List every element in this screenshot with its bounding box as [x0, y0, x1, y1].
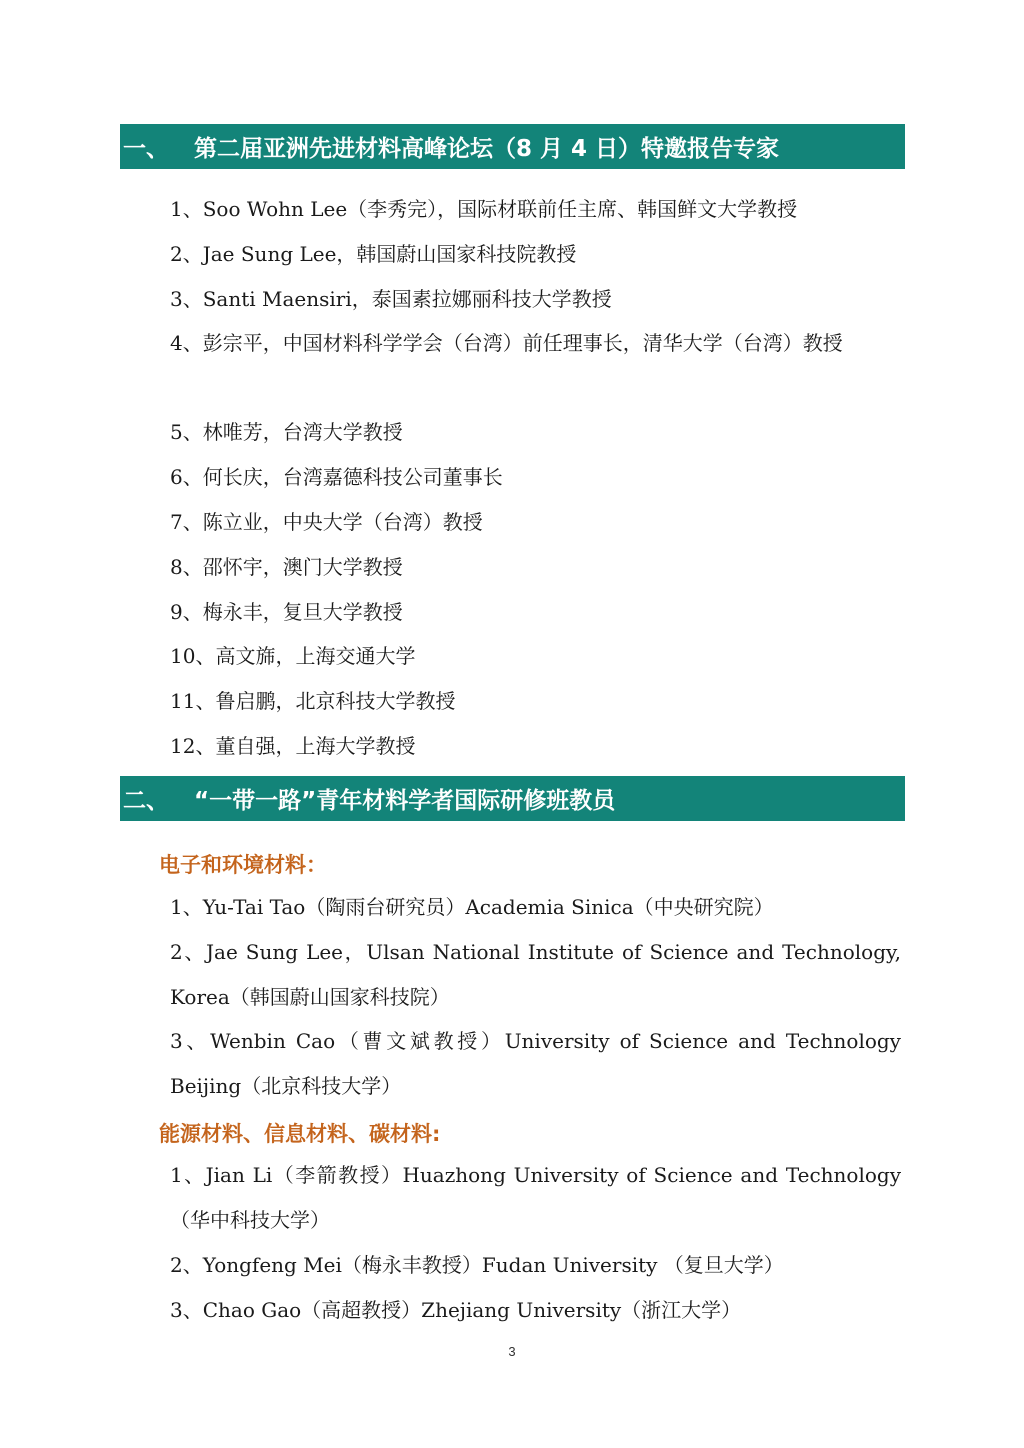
- list-item: 3、Chao Gao（高超教授）Zhejiang University（浙江大学）: [170, 1298, 742, 1322]
- list-item: 7、陈立业，中央大学（台湾）教授: [170, 510, 483, 534]
- list-item: 10、高文旆，上海交通大学: [170, 644, 416, 668]
- page-number: 3: [508, 1344, 516, 1359]
- list-item: 9、梅永丰，复旦大学教授: [170, 600, 403, 624]
- list-item: 2、Jae Sung Lee，Ulsan National Institute of Science and Technology, Korea（韩国蔚山国家科技院）: [170, 940, 901, 1009]
- group-1-heading: 电子和环境材料：: [159, 853, 327, 877]
- list-item: 1、Yu-Tai Tao（陶雨台研究员）Academia Sinica（中央研究院）: [170, 895, 774, 919]
- list-item: 1、Soo Wohn Lee（李秀完），国际材联前任主席、韩国鲜文大学教授: [170, 197, 798, 221]
- section-1-number: 一、: [123, 136, 169, 162]
- list-item: 8、邵怀宇，澳门大学教授: [170, 555, 403, 579]
- section-2-banner: [120, 776, 905, 821]
- list-item: 11、鲁启鹏，北京科技大学教授: [170, 689, 456, 713]
- list-item: 2、Jae Sung Lee，韩国蔚山国家科技院教授: [170, 242, 577, 266]
- group-2-heading: 能源材料、信息材料、碳材料:: [159, 1122, 441, 1146]
- section-2-number: 二、: [123, 788, 169, 814]
- section-1-banner: [120, 124, 905, 169]
- section-2-title: “一带一路”青年材料学者国际研修班教员: [194, 788, 616, 814]
- section-1-title: 第二届亚洲先进材料高峰论坛（8 月 4 日）特邀报告专家: [194, 136, 780, 162]
- list-item: 12、董自强，上海大学教授: [170, 734, 416, 758]
- list-item: 3、Santi Maensiri，泰国素拉娜丽科技大学教授: [170, 287, 612, 311]
- list-item: 1、Jian Li（李箭教授）Huazhong University of Science and Technology（华中科技大学）: [170, 1163, 901, 1232]
- list-item: 4、彭宗平，中国材料科学学会（台湾）前任理事长，清华大学（台湾）教授: [170, 331, 843, 355]
- list-item: 5、林唯芳，台湾大学教授: [170, 420, 403, 444]
- list-item: 2、Yongfeng Mei（梅永丰教授）Fudan University （复旦大学）: [170, 1253, 784, 1277]
- list-item: 3、Wenbin Cao（曹文斌教授）University of Science and Technology Beijing（北京科技大学）: [170, 1029, 901, 1098]
- list-item: 6、何长庆，台湾嘉德科技公司董事长: [170, 465, 503, 489]
